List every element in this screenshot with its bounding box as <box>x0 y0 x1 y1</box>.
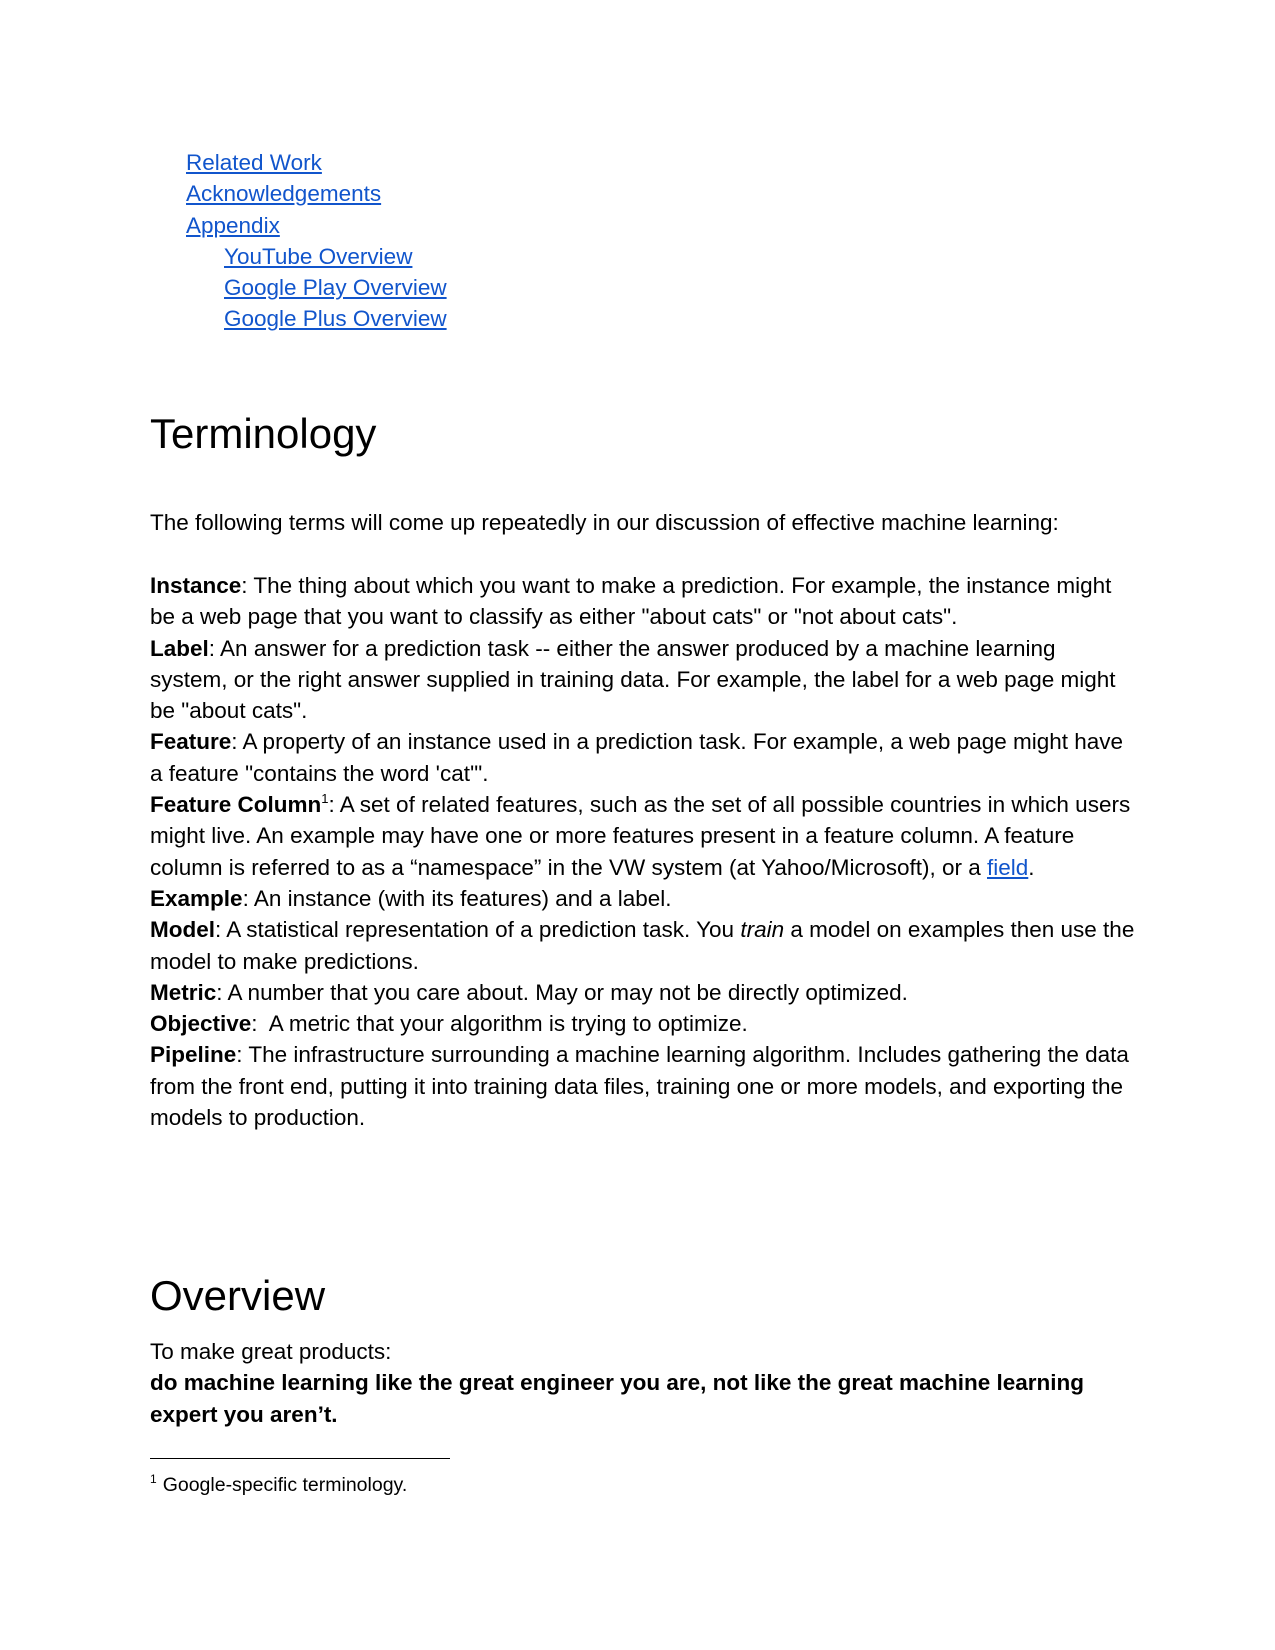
definition-model <box>150 914 1135 977</box>
definition-text: : An instance (with its features) and a label. <box>242 885 672 911</box>
term-instance: Instance <box>150 573 242 598</box>
toc-link-google-plus-overview[interactable]: Google Plus Overview <box>224 306 447 332</box>
toc-link-youtube-overview[interactable]: YouTube Overview <box>224 243 413 269</box>
definition-label <box>150 633 1135 727</box>
definition-text: : The infrastructure surrounding a machine learning algorithm. Includes gathering the data from the front end, putting it into training data files, training one or more models, and exporting the models to production. <box>150 1042 1129 1131</box>
definition-text: : The thing about which you want to make a prediction. For example, the instance might be a web page that you want to classify as either "about cats" or "not about cats". <box>150 573 1112 630</box>
footnote-ref[interactable]: 1 <box>321 791 329 807</box>
term-example: Example <box>150 885 243 911</box>
definition-instance <box>150 570 1135 633</box>
toc-link-google-play-overview[interactable]: Google Play Overview <box>224 275 447 301</box>
definition-text: : A number that you care about. May or may not be directly optimized. <box>216 979 908 1005</box>
terminology-intro: The following terms will come up repeatedly in our discussion of effective machine learning: <box>150 510 1059 535</box>
toc-link-related-work[interactable]: Related Work <box>186 150 322 175</box>
definition-text-after: a model on examples then use the model to make predictions. <box>150 917 1135 974</box>
definition-feature-column <box>150 789 1135 883</box>
terminology-heading: Terminology <box>150 410 377 457</box>
table-of-contents <box>186 147 447 335</box>
italic-train: train <box>740 917 785 943</box>
overview-heading: Overview <box>150 1272 326 1319</box>
definition-metric <box>150 977 1135 1008</box>
definitions-list <box>150 570 1135 1133</box>
definition-pipeline <box>150 1039 1135 1133</box>
definition-text: : A metric that your algorithm is trying to optimize. <box>251 1011 748 1037</box>
term-metric: Metric <box>150 979 217 1005</box>
term-objective: Objective <box>150 1011 252 1037</box>
toc-link-appendix[interactable]: Appendix <box>186 212 280 238</box>
definition-end: . <box>1028 854 1035 880</box>
term-feature: Feature <box>150 729 232 755</box>
footnote-text: Google-specific terminology. <box>162 1474 408 1496</box>
term-label: Label <box>150 635 209 661</box>
footnote-number: 1 <box>150 1472 157 1486</box>
toc-link-acknowledgements[interactable]: Acknowledgements <box>186 181 382 207</box>
field-link[interactable]: field <box>987 854 1029 880</box>
term-pipeline: Pipeline <box>150 1042 237 1068</box>
definition-objective <box>150 1008 1135 1039</box>
term-model: Model <box>150 917 215 943</box>
definition-text: : An answer for a prediction task -- either the answer produced by a machine learning system, or the right answer supplied in training data. For example, the label for a web page might be "about cats". <box>150 635 1116 724</box>
overview-intro: To make great products: <box>150 1339 392 1364</box>
definition-text: : A statistical representation of a prediction task. You <box>215 917 741 943</box>
definition-example <box>150 883 1135 914</box>
overview-bold-statement: do machine learning like the great engineer you are, not like the great machine learning expert you aren’t. <box>150 1370 1085 1427</box>
definition-text: : A property of an instance used in a prediction task. For example, a web page might have a feature "contains the word 'cat'". <box>150 729 1124 786</box>
term-feature-column: Feature Column <box>150 792 322 818</box>
definition-text: : A set of related features, such as the set of all possible countries in which users might live. An example may have one or more features present in a feature column. A feature column is referred to as a “namespace” in the VW system (at Yahoo/Microsoft), or a <box>150 792 1131 880</box>
footnote-divider <box>150 1458 450 1459</box>
footnote <box>150 1472 407 1498</box>
definition-feature <box>150 726 1135 789</box>
